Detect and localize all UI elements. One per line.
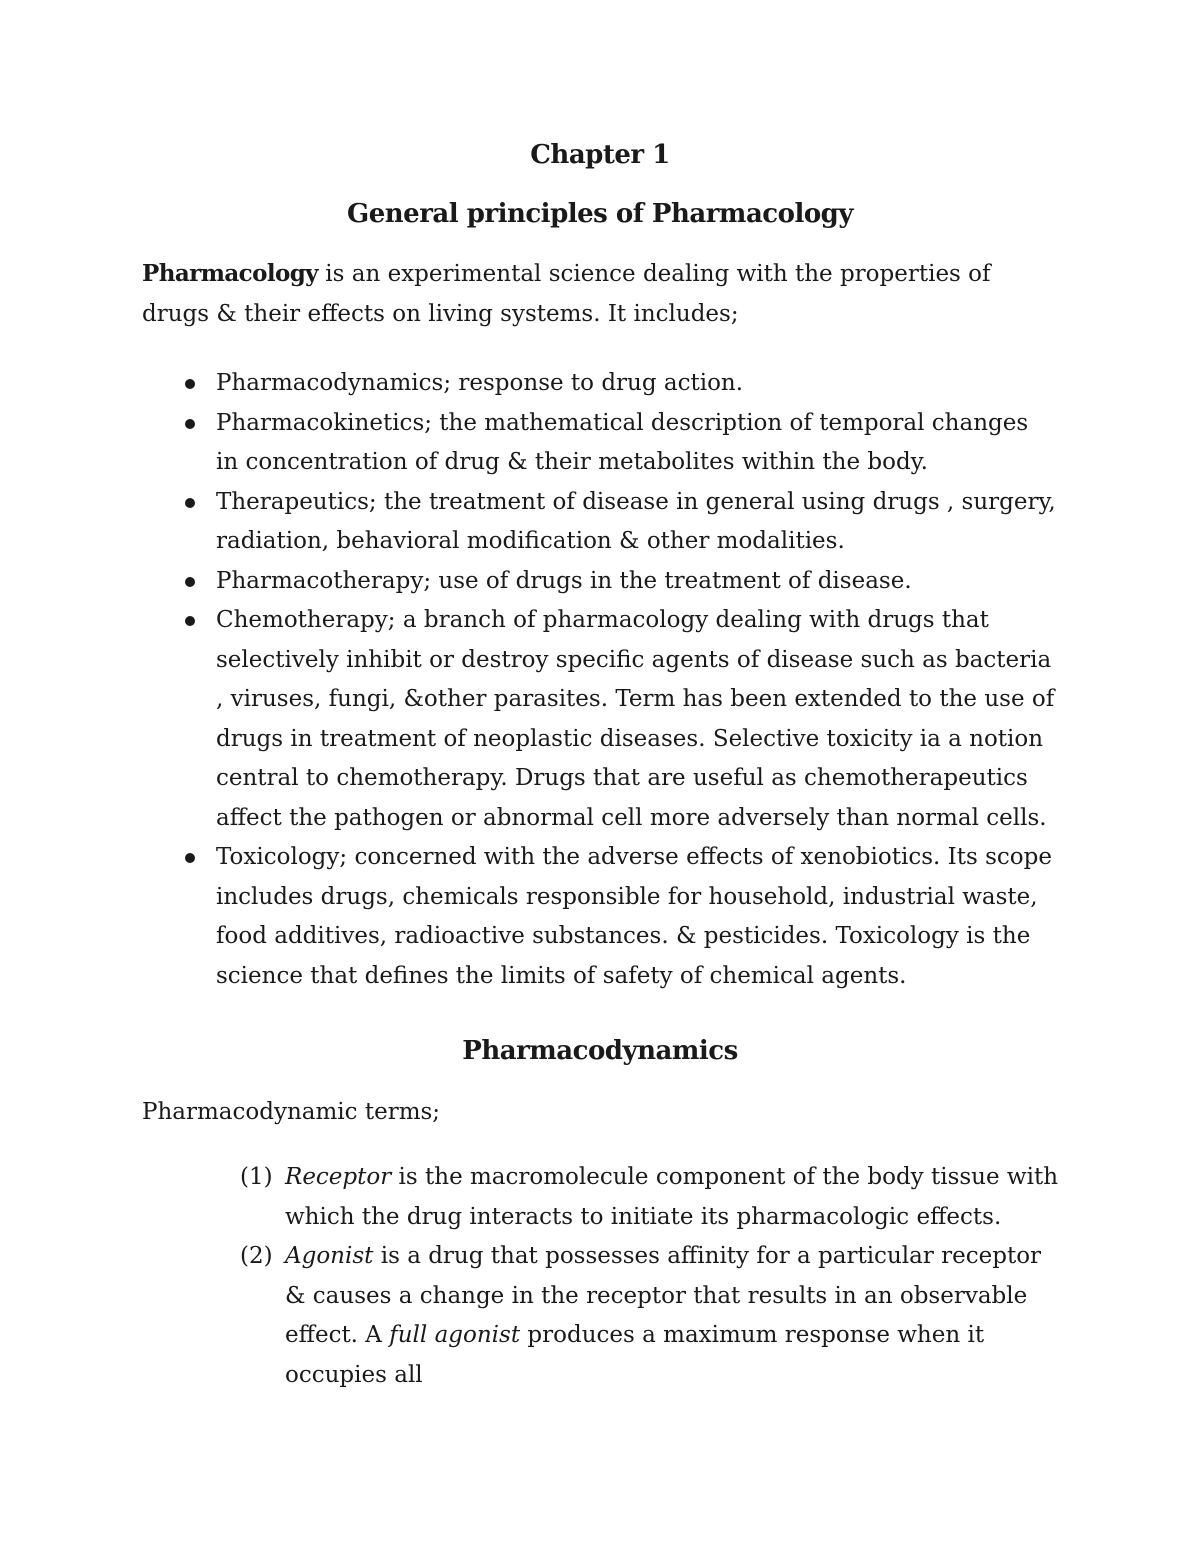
intro-term: Pharmacology [142, 260, 318, 287]
definition-text: is a drug that possesses affinity for a particular receptor & causes a change in the receptor that results in an observable effect. A [285, 1243, 1042, 1348]
chapter-heading: Chapter 1 [530, 140, 670, 170]
list-item-text: Pharmacokinetics; the mathematical description of temporal changes in concentration of drug & their metabolites within the body. [216, 409, 1029, 475]
intro-text: is an experimental science dealing with the properties of drugs & their effects on living systems. It includes; [142, 261, 991, 327]
definitions-list [0, 1158, 1200, 1395]
list-item-text: Chemotherapy; a branch of pharmacology dealing with drugs that selectively inhibit or destroy specific agents of disease such as bacteria , viruses, fungi, &other parasites. Term has been extended to the use of drugs in treatment of neoplastic diseases. Selective toxicity ia a notion central to chemotherapy. Drugs that are useful as chemotherapeutics affect the pathogen or abnormal cell more adversely than normal cells. [216, 607, 1055, 831]
terms-intro-paragraph: Pharmacodynamic terms; [142, 1099, 441, 1125]
definition-item [0, 1237, 1065, 1395]
bullet-icon [185, 419, 195, 429]
definition-number: (2) [240, 1243, 273, 1269]
bullet-icon [185, 577, 195, 587]
list-item [0, 483, 1056, 562]
bullet-icon [185, 616, 195, 626]
definition-subterm: full agonist [389, 1322, 521, 1348]
section-heading: Pharmacodynamics [462, 1036, 738, 1066]
list-item-text: Pharmacodynamics; response to drug action. [216, 370, 744, 396]
list-item-text: Therapeutics; the treatment of disease in general using drugs , surgery, radiation, behavioral modification & other modalities. [216, 488, 1056, 554]
list-item [0, 562, 1056, 602]
bullet-icon [185, 853, 195, 863]
definition-item [0, 1158, 1065, 1237]
definition-number: (1) [240, 1164, 273, 1190]
definition-term: Receptor [285, 1164, 392, 1190]
list-item-text: Pharmacotherapy; use of drugs in the treatment of disease. [216, 567, 912, 594]
list-item [0, 404, 1056, 483]
definition-text: is the macromolecule component of the body tissue with which the drug interacts to initiate its pharmacologic effects. [285, 1164, 1059, 1230]
intro-paragraph [142, 254, 1062, 334]
bullet-icon [185, 498, 195, 508]
topics-list [0, 364, 1200, 996]
chapter-title: General principles of Pharmacology [347, 199, 853, 229]
list-item-text: Toxicology; concerned with the adverse effects of xenobiotics. Its scope includes drugs, chemicals responsible for household, industrial waste, food additives, radioactive substances. & pesticides. Toxicology is the science that defines the limits of safety of chemical agents. [216, 844, 1052, 989]
list-item [0, 364, 1056, 404]
definition-text-continued: produces a maximum response when it occupies all [285, 1322, 985, 1388]
bullet-icon [185, 379, 195, 389]
definition-term: Agonist [285, 1243, 374, 1269]
list-item [0, 601, 1056, 838]
list-item [0, 838, 1056, 996]
